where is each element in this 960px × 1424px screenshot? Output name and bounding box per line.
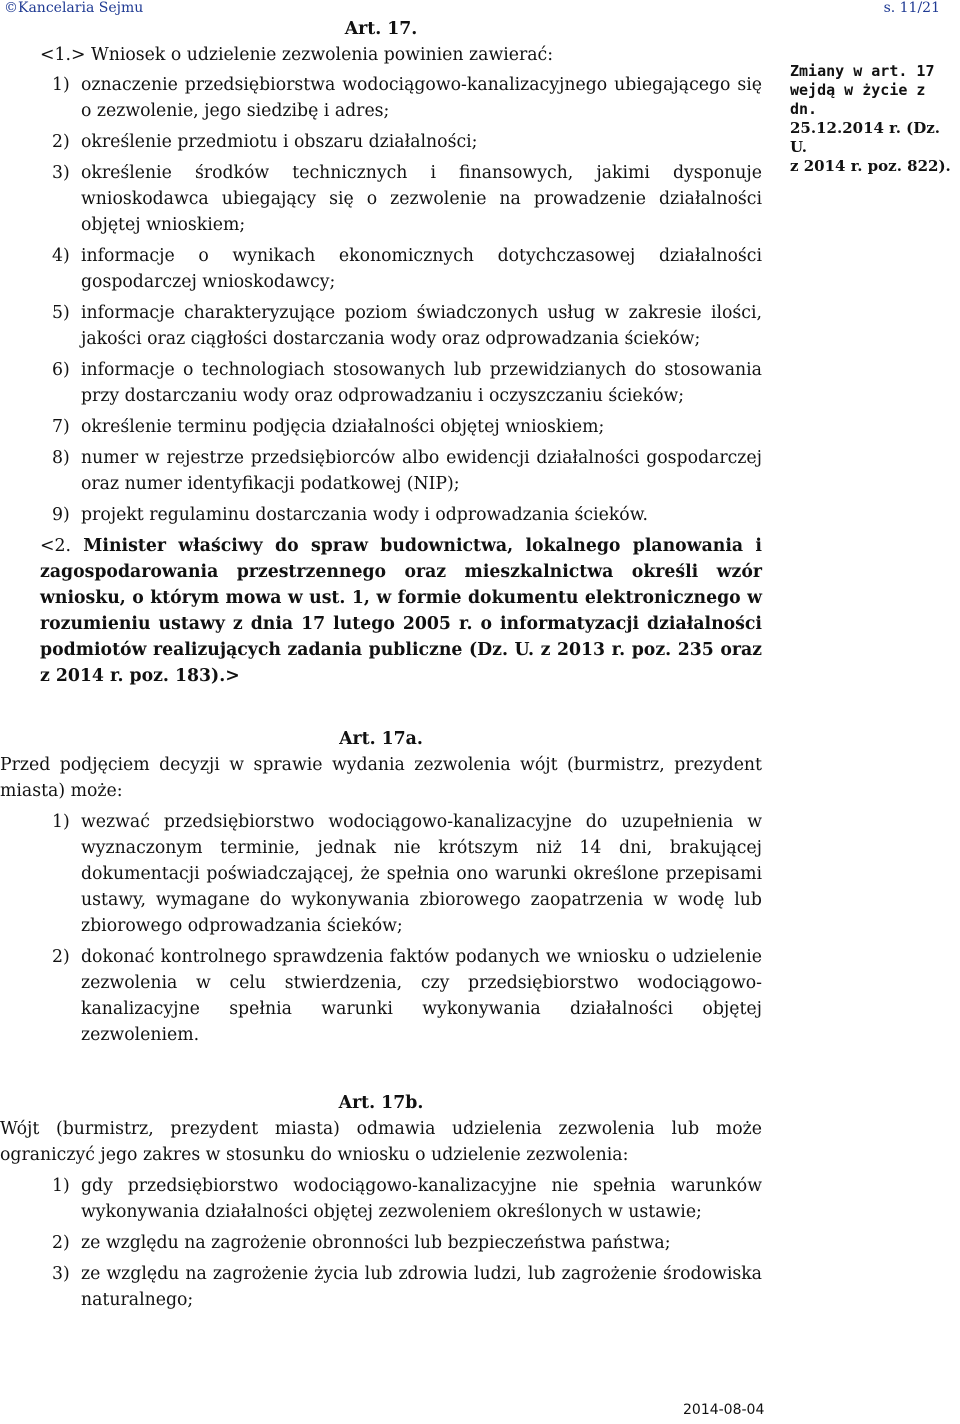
list-item bbox=[0, 1230, 762, 1256]
amendment-side-note bbox=[790, 62, 960, 176]
side-note-line: Zmiany w art. 17 bbox=[790, 62, 935, 80]
item-text: informacje o wynikach ekonomicznych dotychczasowej działalności gospodarczej wnioskodawcy; bbox=[81, 246, 762, 292]
item-text: określenie środków technicznych i finansowych, jakimi dysponuje wnioskodawca ubiegający się o zezwolenie na prowadzenie działalności objętej wnioskiem; bbox=[81, 163, 762, 235]
item-text: wezwać przedsiębiorstwo wodociągowo-kanalizacyjne do uzupełnienia w wyznaczonym terminie, jednak nie krótszym niż 14 dni, brakującej dokumentacji poświadczającej, że spełnia ono warunki określone przepisami ustawy, wymagane do wykonywania zbiorowego zaopatrzenia w wodę lub zbiorowego odprowadzania ścieków; bbox=[81, 812, 762, 936]
list-item bbox=[0, 72, 762, 124]
header-source: ©Kancelaria Sejmu bbox=[4, 0, 144, 16]
list-item bbox=[0, 502, 762, 528]
item-number: 3) bbox=[52, 1264, 70, 1284]
side-note-line: z 2014 r. poz. 822). bbox=[790, 157, 951, 175]
list-item bbox=[0, 1261, 762, 1313]
item-number: 1) bbox=[52, 812, 70, 832]
item-text: dokonać kontrolnego sprawdzenia faktów podanych we wniosku o udzielenie zezwolenia w celu stwierdzenia, czy przedsiębiorstwo wodociągowo-kanalizacyjne spełnia warunki wykonywania działalności objętej zezwoleniem. bbox=[81, 947, 762, 1045]
item-number: 2) bbox=[52, 947, 70, 967]
list-item bbox=[0, 944, 762, 1048]
item-text: określenie przedmiotu i obszaru działalności; bbox=[81, 132, 478, 152]
side-note-line: 25.12.2014 r. (Dz. U. bbox=[790, 119, 940, 156]
art-17a-intro: Przed podjęciem decyzji w sprawie wydania zezwolenia wójt (burmistrz, prezydent miasta) może: bbox=[0, 755, 762, 801]
item-text: ze względu na zagrożenie obronności lub bezpieczeństwa państwa; bbox=[81, 1233, 671, 1253]
item-number: 1) bbox=[52, 1176, 70, 1196]
list-item bbox=[0, 129, 762, 155]
item-number: 5) bbox=[52, 303, 70, 323]
list-item bbox=[0, 809, 762, 939]
item-number: 7) bbox=[52, 417, 70, 437]
art-17-title: Art. 17. bbox=[344, 19, 418, 39]
list-item bbox=[0, 414, 762, 440]
footer-date: 2014-08-04 bbox=[683, 1402, 765, 1418]
item-number: 4) bbox=[52, 246, 70, 266]
page-number: s. 11/21 bbox=[883, 0, 940, 16]
item-text: gdy przedsiębiorstwo wodociągowo-kanalizacyjne nie spełnia warunków wykonywania działalności objętej zezwoleniem określonych w ustawie; bbox=[81, 1176, 762, 1222]
item-text: informacje o technologiach stosowanych lub przewidzianych do stosowania przy dostarczaniu wody oraz odprowadzaniu i oczyszczaniu ścieków; bbox=[81, 360, 762, 406]
list-item bbox=[0, 445, 762, 497]
item-text: oznaczenie przedsiębiorstwa wodociągowo-kanalizacyjnego ubiegającego się o zezwolenie, jego siedzibę i adres; bbox=[81, 75, 762, 121]
art-17-paragraph-2 bbox=[0, 533, 762, 689]
document-body bbox=[0, 16, 762, 1318]
paragraph-marker: <2. bbox=[40, 536, 71, 556]
item-number: 2) bbox=[52, 1233, 70, 1253]
item-number: 9) bbox=[52, 505, 70, 525]
list-item bbox=[0, 160, 762, 238]
art-17-list bbox=[0, 72, 762, 528]
item-number: 1) bbox=[52, 75, 70, 95]
item-number: 6) bbox=[52, 360, 70, 380]
item-number: 2) bbox=[52, 132, 70, 152]
paragraph-text: Minister właściwy do spraw budownictwa, lokalnego planowania i zagospodarowania przestrzennego oraz mieszkalnictwa określi wzór wniosku, o którym mowa w ust. 1, w formie dokumentu elektronicznego w rozumieniu ustawy z dnia 17 lutego 2005 r. o informatyzacji działalności podmiotów realizujących zadania publiczne (Dz. U. z 2013 r. poz. 235 oraz z 2014 r. poz. 183).> bbox=[40, 536, 762, 686]
side-note-line: wejdą w życie z dn. bbox=[790, 81, 926, 118]
item-text: numer w rejestrze przedsiębiorców albo ewidencji działalności gospodarczej oraz numer identyfikacji podatkowej (NIP); bbox=[81, 448, 762, 494]
list-item bbox=[0, 300, 762, 352]
list-item bbox=[0, 1173, 762, 1225]
art-17b-title: Art. 17b. bbox=[338, 1093, 424, 1113]
item-text: projekt regulaminu dostarczania wody i odprowadzania ścieków. bbox=[81, 505, 648, 525]
list-item bbox=[0, 357, 762, 409]
item-text: informacje charakteryzujące poziom świadczonych usług w zakresie ilości, jakości oraz ciągłości dostarczania wody oraz odprowadzania ścieków; bbox=[81, 303, 762, 349]
art-17-intro: <1.> Wniosek o udzielenie zezwolenia powinien zawierać: bbox=[40, 45, 554, 65]
item-text: określenie terminu podjęcia działalności objętej wnioskiem; bbox=[81, 417, 605, 437]
art-17b-intro: Wójt (burmistrz, prezydent miasta) odmawia udzielenia zezwolenia lub może ograniczyć jego zakres w stosunku do wniosku o udzielenie zezwolenia: bbox=[0, 1119, 762, 1165]
list-item bbox=[0, 243, 762, 295]
art-17a-list bbox=[0, 809, 762, 1048]
item-text: ze względu na zagrożenie życia lub zdrowia ludzi, lub zagrożenie środowiska naturalnego; bbox=[81, 1264, 762, 1310]
art-17b-list bbox=[0, 1173, 762, 1313]
art-17a-title: Art. 17a. bbox=[339, 729, 423, 749]
item-number: 3) bbox=[52, 163, 70, 183]
item-number: 8) bbox=[52, 448, 70, 468]
